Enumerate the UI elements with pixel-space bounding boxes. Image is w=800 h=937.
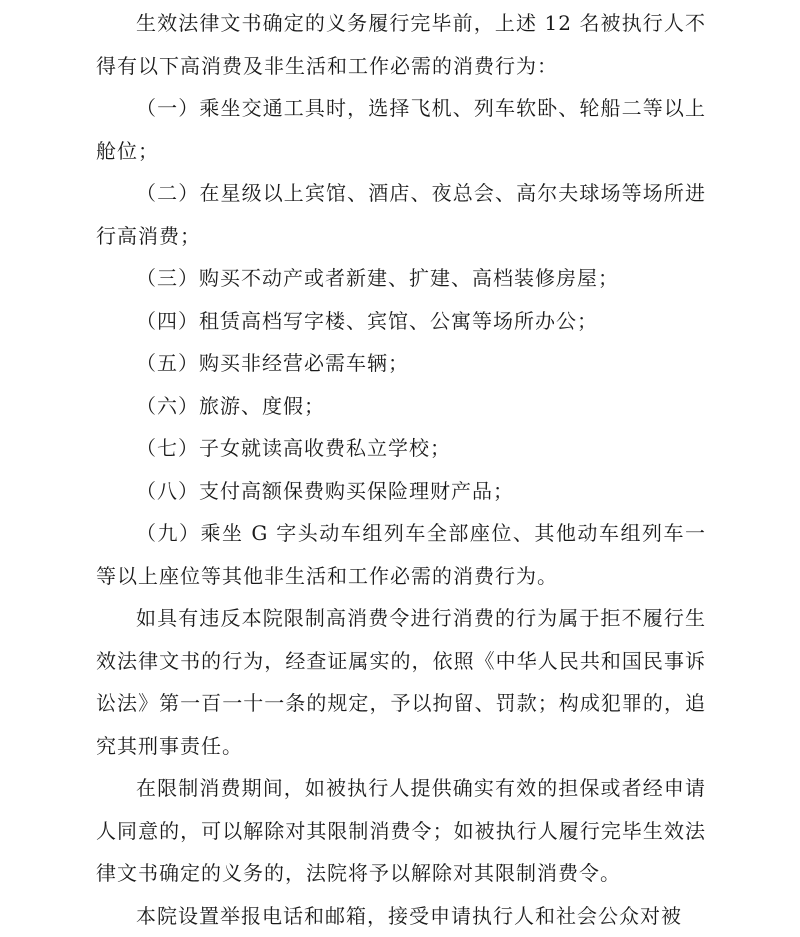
paragraph-report: 本院设置举报电话和邮箱，接受申请执行人和社会公众对被: [96, 895, 706, 937]
paragraph-violation: 如具有违反本院限制高消费令进行消费的行为属于拒不履行生效法律文书的行为，经查证属实的，依照《中华人民共和国民事诉讼法》第一百一十一条的规定，予以拘留、罚款；构成犯罪的，追究其刑事责任。: [96, 597, 706, 767]
paragraph-lifting: 在限制消费期间，如被执行人提供确实有效的担保或者经申请人同意的，可以解除对其限制消费令；如被执行人履行完毕生效法律文书确定的义务的，法院将予以解除对其限制消费令。: [96, 767, 706, 895]
list-item-3: （三）购买不动产或者新建、扩建、高档装修房屋；: [96, 257, 706, 300]
list-item-8: （八）支付高额保费购买保险理财产品；: [96, 470, 706, 513]
list-item-7: （七）子女就读高收费私立学校；: [96, 427, 706, 470]
list-item-1: （一）乘坐交通工具时，选择飞机、列车软卧、轮船二等以上舱位；: [96, 87, 706, 172]
list-item-9: （九）乘坐 G 字头动车组列车全部座位、其他动车组列车一等以上座位等其他非生活和工作必需的消费行为。: [96, 512, 706, 597]
list-item-4: （四）租赁高档写字楼、宾馆、公寓等场所办公；: [96, 300, 706, 343]
list-item-2: （二）在星级以上宾馆、酒店、夜总会、高尔夫球场等场所进行高消费；: [96, 172, 706, 257]
list-item-5: （五）购买非经营必需车辆；: [96, 342, 706, 385]
list-item-6: （六）旅游、度假；: [96, 385, 706, 428]
document-body: [96, 2, 706, 937]
paragraph-intro: 生效法律文书确定的义务履行完毕前，上述 12 名被执行人不得有以下高消费及非生活和工作必需的消费行为：: [96, 2, 706, 87]
